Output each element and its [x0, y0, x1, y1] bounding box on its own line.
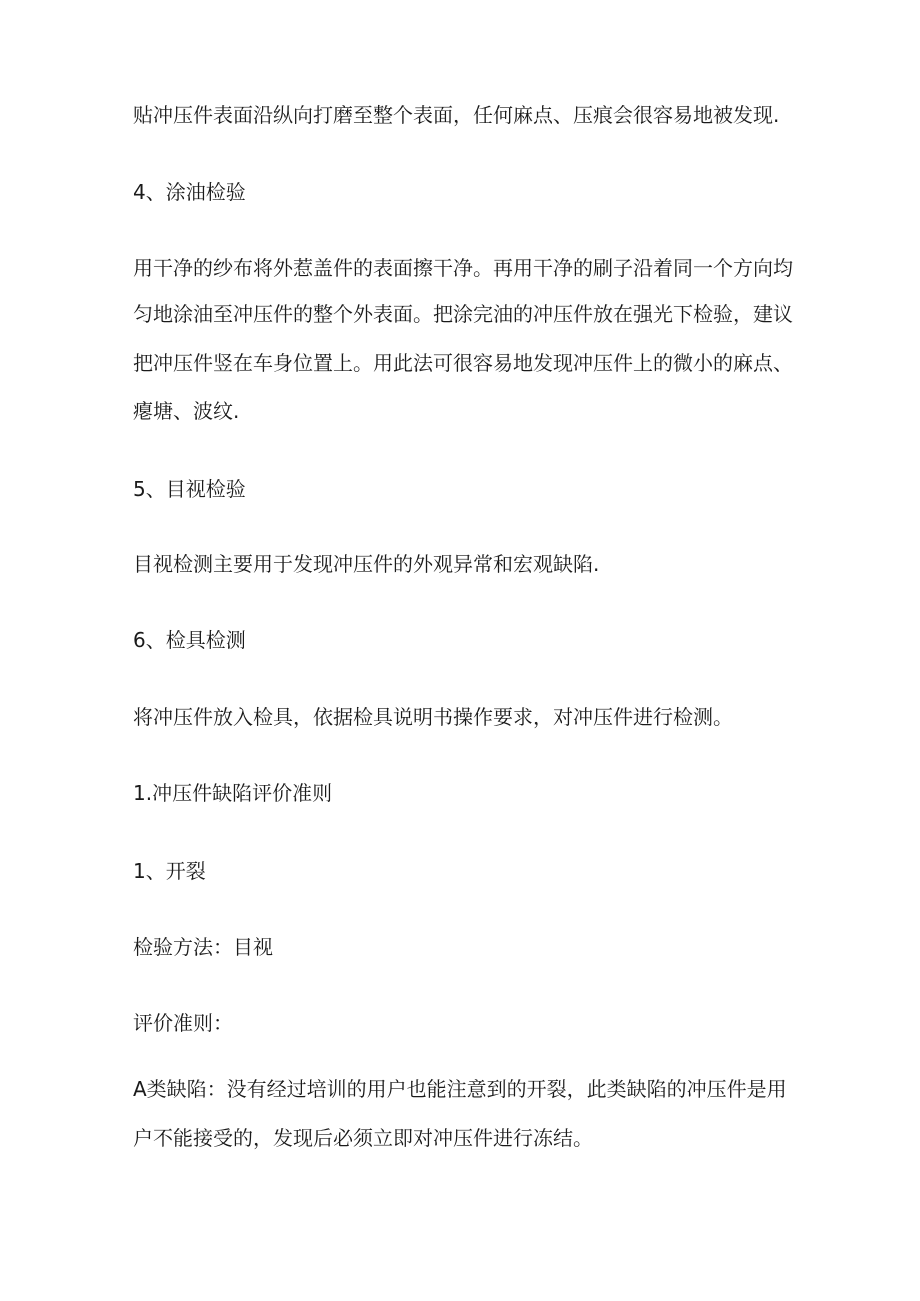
heading-cracking: 1、开裂	[133, 859, 206, 883]
heading-gauge-inspection: 6、检具检测	[133, 628, 246, 652]
paragraph-oil-line-1: 用干净的纱布将外惹盖件的表面擦干净。再用干净的刷子沿着同一个方向均	[133, 256, 793, 280]
paragraph-class-a-line-2: 户不能接受的，发现后必须立即对冲压件进行冻结。	[133, 1126, 593, 1150]
paragraph-oil-line-2: 匀地涂油至冲压件的整个外表面。把涂完油的冲压件放在强光下检验，建议	[133, 302, 793, 326]
paragraph-oil-line-3: 把冲压件竖在车身位置上。用此法可很容易地发现冲压件上的微小的麻点、	[133, 351, 793, 375]
heading-visual-inspection: 5、目视检验	[133, 477, 246, 501]
paragraph-class-a-line-1: A类缺陷：没有经过培训的用户也能注意到的开裂，此类缺陷的冲压件是用	[133, 1077, 787, 1101]
paragraph-gauge-inspection: 将冲压件放入检具，依据检具说明书操作要求，对冲压件进行检测。	[133, 705, 733, 729]
paragraph-oil-line-4: 瘪塘、波纹.	[133, 399, 240, 423]
heading-defect-criteria: 1.冲压件缺陷评价准则	[133, 781, 333, 805]
label-inspection-method: 检验方法：目视	[133, 935, 273, 959]
paragraph-sanding-end: 贴冲压件表面沿纵向打磨至整个表面，任何麻点、压痕会很容易地被发现.	[133, 103, 780, 127]
paragraph-visual-inspection: 目视检测主要用于发现冲压件的外观异常和宏观缺陷.	[133, 552, 600, 576]
heading-oil-inspection: 4、涂油检验	[133, 180, 246, 204]
label-evaluation-criteria: 评价准则：	[133, 1011, 233, 1035]
